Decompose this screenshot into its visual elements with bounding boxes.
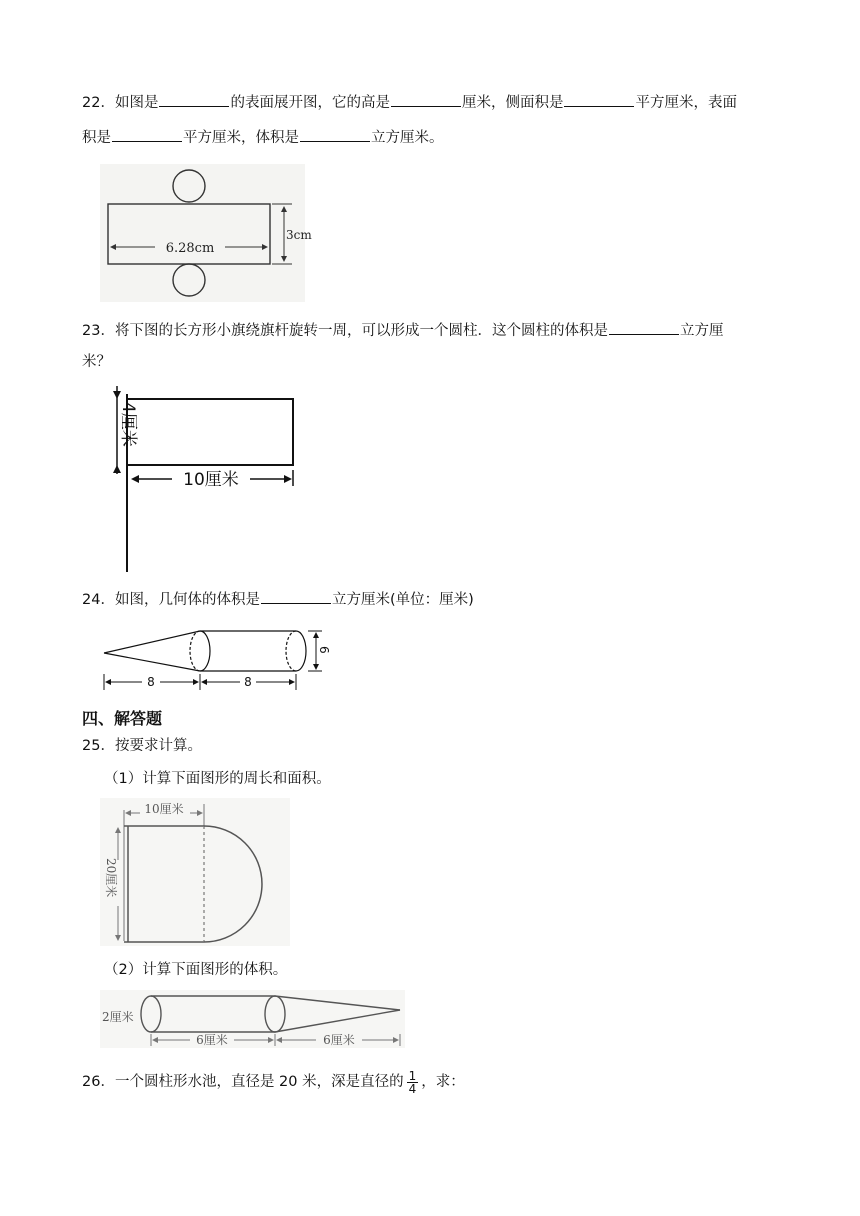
q22-height-label: 3cm [286,228,312,242]
q24-diam-label: 6 [317,646,331,654]
q26-text-2: ，求： [421,1074,465,1090]
fraction-numerator: 1 [408,1068,417,1083]
q23-text-3: 米？ [82,354,111,370]
q23-width-label: 10厘米 [183,470,239,490]
q23-line1 [82,320,723,341]
section-heading: 四、解答题 [82,709,163,728]
q23-flag-figure [100,382,320,582]
q25-sub2: （2）计算下面图形的体积。 [104,962,288,978]
q22-text-2: 的表面展开图，它的高是 [230,95,390,111]
q23-text-2: 立方厘 [679,323,724,339]
q22-line2 [82,127,444,148]
q23-number: 23． [82,323,115,339]
q25-fig2-cyl-label: 6厘米 [196,1033,228,1047]
q22-text-5: 积是 [82,130,111,146]
q25-text: 按要求计算。 [114,738,202,754]
answer-blank[interactable] [300,127,370,142]
q22-width-label: 6.28cm [165,241,215,256]
q25-fig1-side-label: 20厘米 [104,858,118,898]
q25-fig2-diam-label: 2厘米 [102,1010,134,1024]
q23-line2 [82,352,111,372]
q25-cylinder-cone-figure [100,990,410,1050]
fraction [407,1070,419,1095]
q24-text-2: 立方厘米(单位：厘米) [331,592,474,608]
answer-blank[interactable] [261,589,331,604]
q22-text-1: 如图是 [114,95,159,111]
q26-line [82,1067,465,1097]
q22-text-6: 平方厘米，体积是 [183,130,299,146]
q24-number: 24． [82,592,115,608]
fraction-denominator: 4 [408,1081,417,1096]
answer-blank[interactable] [112,127,182,142]
q25-line [82,736,202,756]
q22-line1 [82,92,737,113]
answer-blank[interactable] [391,92,461,107]
q25-fig2-cone-label: 6厘米 [323,1033,355,1047]
q22-number: 22． [82,95,115,111]
q25-semicircle-figure [100,798,300,948]
q26-text-1: 一个圆柱形水池，直径是 20 米，深是直径的 [114,1074,404,1090]
q23-text-1: 将下图的长方形小旗绕旗杆旋转一周，可以形成一个圆柱．这个圆柱的体积是 [114,323,608,339]
answer-blank[interactable] [609,320,679,335]
q25-fig1-top-label: 10厘米 [144,802,184,816]
q22-text-3: 厘米，侧面积是 [461,95,564,111]
q24-cone-cylinder-figure [100,628,340,698]
q24-line [82,589,474,610]
q24-cyl-len-label: 8 [244,675,252,689]
q23-height-label: 4厘米 [118,402,138,447]
q22-text-4: 平方厘米，表面 [635,95,737,111]
q24-text-1: 如图，几何体的体积是 [114,592,260,608]
q25-sub1: （1）计算下面图形的周长和面积。 [104,771,331,787]
answer-blank[interactable] [564,92,634,107]
q26-number: 26． [82,1074,115,1090]
q22-cylinder-net-figure [100,164,310,304]
q24-cone-len-label: 8 [147,675,155,689]
q22-text-7: 立方厘米。 [371,130,444,146]
answer-blank[interactable] [159,92,229,107]
q25-number: 25． [82,738,115,754]
